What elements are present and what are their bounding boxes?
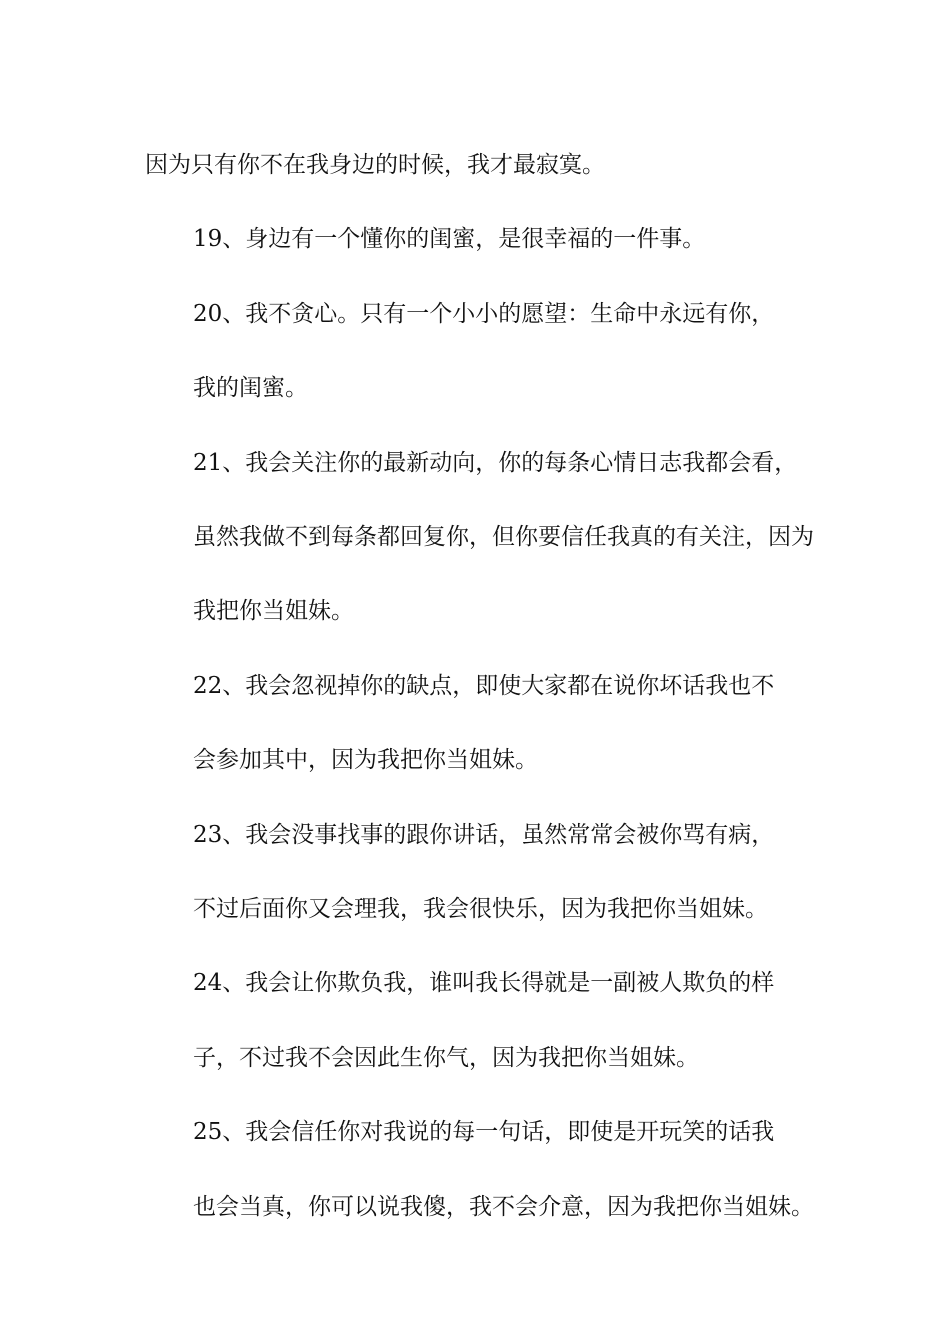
text-line: 22、我会忽视掉你的缺点，即使大家都在说你坏话我也不 (193, 672, 775, 699)
text-line: 23、我会没事找事的跟你讲话，虽然常常会被你骂有病， (193, 821, 775, 848)
text-line: 21、我会关注你的最新动向，你的每条心情日志我都会看， (193, 449, 798, 476)
paragraph-item-23 (145, 798, 825, 947)
paragraph-item-19 (145, 202, 825, 276)
text-line: 也会当真，你可以说我傻，我不会介意，因为我把你当姐妹。 (193, 1193, 814, 1220)
text-line: 19、身边有一个懂你的闺蜜，是很幸福的一件事。 (193, 226, 706, 253)
text-line: 我把你当姐妹。 (193, 598, 354, 625)
document-body (145, 128, 825, 1244)
text-line: 我的闺蜜。 (193, 375, 308, 402)
text-line: 因为只有你不在我身边的时候，我才最寂寞。 (145, 152, 605, 178)
paragraph-item-25 (145, 1095, 825, 1244)
text-line: 虽然我做不到每条都回复你，但你要信任我真的有关注，因为 (193, 524, 814, 551)
text-line: 20、我不贪心。只有一个小小的愿望：生命中永远有你， (193, 300, 775, 327)
paragraph-item-22 (145, 649, 825, 798)
text-line: 子，不过我不会因此生你气，因为我把你当姐妹。 (193, 1044, 699, 1071)
paragraph-continuation (145, 128, 825, 202)
text-line: 不过后面你又会理我，我会很快乐，因为我把你当姐妹。 (193, 896, 768, 923)
paragraph-item-20 (145, 277, 825, 426)
text-line: 24、我会让你欺负我，谁叫我长得就是一副被人欺负的样 (193, 970, 775, 997)
text-line: 25、我会信任你对我说的每一句话，即使是开玩笑的话我 (193, 1119, 775, 1146)
paragraph-item-24 (145, 946, 825, 1095)
paragraph-item-21 (145, 426, 825, 649)
text-line: 会参加其中，因为我把你当姐妹。 (193, 747, 538, 774)
